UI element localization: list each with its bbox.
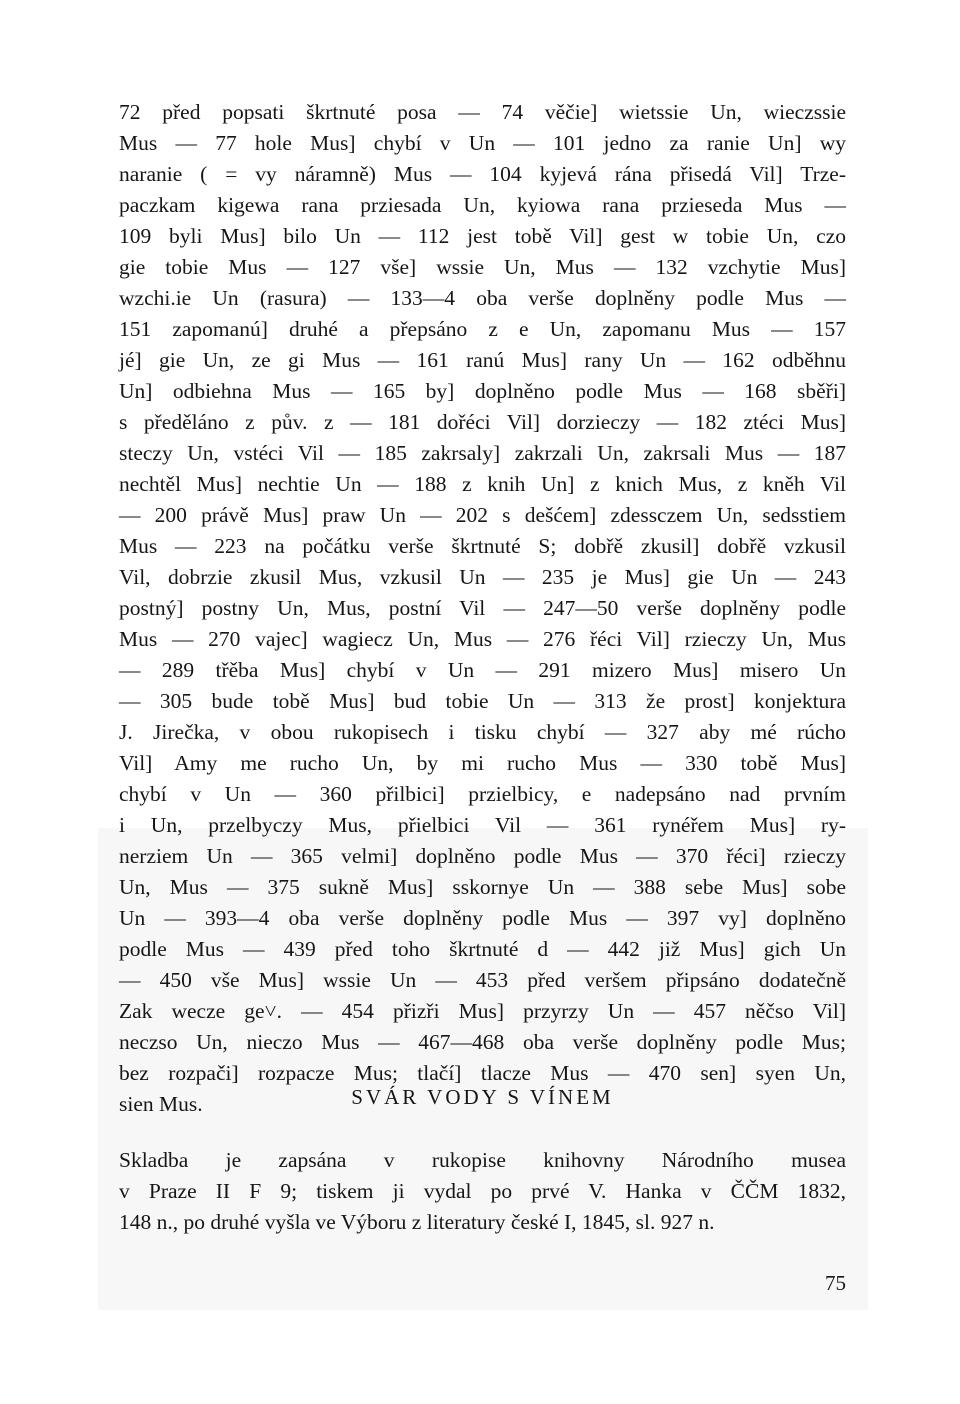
apparatus-line: J. Jirečka, v obou rukopisech i tisku chybí — 327 aby mé rúcho [119,720,846,744]
apparatus-line: gie tobie Mus — 127 vše] wssie Un, Mus — 132 vzchytie Mus] [119,255,846,279]
apparatus-line: — 200 právě Mus] praw Un — 202 s dešćem] zdessczem Un, sedsstiem [119,503,846,527]
apparatus-line: 109 byli Mus] bilo Un — 112 jest tobě Vil] gest w tobie Un, czo [119,224,846,248]
apparatus-line: chybí v Un — 360 přilbici] przielbicy, e nadepsáno nad prvním [119,782,846,806]
critical-apparatus [119,97,846,1120]
apparatus-line: nechtěl Mus] nechtie Un — 188 z knih Un] z knich Mus, z kněh Vil [119,472,846,496]
apparatus-line: 151 zapomanú] druhé a přepsáno z e Un, zapomanu Mus — 157 [119,317,846,341]
apparatus-line: nerziem Un — 365 velmi] doplněno podle Mus — 370 řéci] rzieczy [119,844,846,868]
apparatus-line: jé] gie Un, ze gi Mus — 161 ranú Mus] rany Un — 162 odběhnu [119,348,846,372]
section-heading: SVÁR VODY S VÍNEM [351,1085,614,1109]
apparatus-line: — 289 třěba Mus] chybí v Un — 291 mizero Mus] misero Un [119,658,846,682]
apparatus-line: wzchi.ie Un (rasura) — 133—4 oba verše doplněny podle Mus — [119,286,846,310]
apparatus-line: Mus — 223 na počátku verše škrtnuté S; dobřě zkusil] dobřě vzkusil [119,534,846,558]
apparatus-line: postný] postny Un, Mus, postní Vil — 247—50 verše doplněny podle [119,596,846,620]
apparatus-line: sien Mus. [119,1092,203,1116]
apparatus-line: Vil, dobrzie zkusil Mus, vzkusil Un — 235 je Mus] gie Un — 243 [119,565,846,589]
intro-line: v Praze II F 9; tiskem ji vydal po prvé V. Hanka v ČČM 1832, [119,1179,846,1203]
apparatus-line: Zak wecze ge˅. — 454 přizři Mus] przyrzy Un — 457 něčso Vil] [119,999,846,1023]
apparatus-line: steczy Un, vstéci Vil — 185 zakrsaly] zakrzali Un, zakrsali Mus — 187 [119,441,846,465]
page-number: 75 [825,1271,846,1295]
apparatus-line: s předěláno z pův. z — 181 dořéci Vil] dorzieczy — 182 ztéci Mus] [119,410,846,434]
apparatus-line: neczso Un, nieczo Mus — 467—468 oba verše doplněny podle Mus; [119,1030,846,1054]
apparatus-line: Vil] Amy me rucho Un, by mi rucho Mus — 330 tobě Mus] [119,751,846,775]
apparatus-line: Mus — 270 vajec] wagiecz Un, Mus — 276 řéci Vil] rzieczy Un, Mus [119,627,846,651]
intro-line: Skladba je zapsána v rukopise knihovny Národního musea [119,1148,846,1172]
intro-paragraph [119,1145,846,1238]
apparatus-line: Un] odbiehna Mus — 165 by] doplněno podle Mus — 168 sběři] [119,379,846,403]
apparatus-line: Un, Mus — 375 sukně Mus] sskornye Un — 388 sebe Mus] sobe [119,875,846,899]
apparatus-line: i Un, przelbyczy Mus, přielbici Vil — 361 rynéřem Mus] ry- [119,813,846,837]
apparatus-line: Un — 393—4 oba verše doplněny podle Mus — 397 vy] doplněno [119,906,846,930]
apparatus-line: bez rozpači] rozpacze Mus; tlačí] tlacze Mus — 470 sen] syen Un, [119,1061,846,1085]
apparatus-line: 72 před popsati škrtnuté posa — 74 věčie] wietssie Un, wieczssie [119,100,846,124]
apparatus-line: naranie ( = vy náramně) Mus — 104 kyjevá rána přisedá Vil] Trze- [119,162,846,186]
apparatus-line: podle Mus — 439 před toho škrtnuté d — 442 již Mus] gich Un [119,937,846,961]
apparatus-line: Mus — 77 hole Mus] chybí v Un — 101 jedno za ranie Un] wy [119,131,846,155]
intro-line: 148 n., po druhé vyšla ve Výboru z literatury české I, 1845, sl. 927 n. [119,1210,715,1234]
apparatus-line: — 305 bude tobě Mus] bud tobie Un — 313 že prost] konjektura [119,689,846,713]
apparatus-line: paczkam kigewa rana prziesada Un, kyiowa rana przieseda Mus — [119,193,846,217]
apparatus-line: — 450 vše Mus] wssie Un — 453 před veršem připsáno dodatečně [119,968,846,992]
